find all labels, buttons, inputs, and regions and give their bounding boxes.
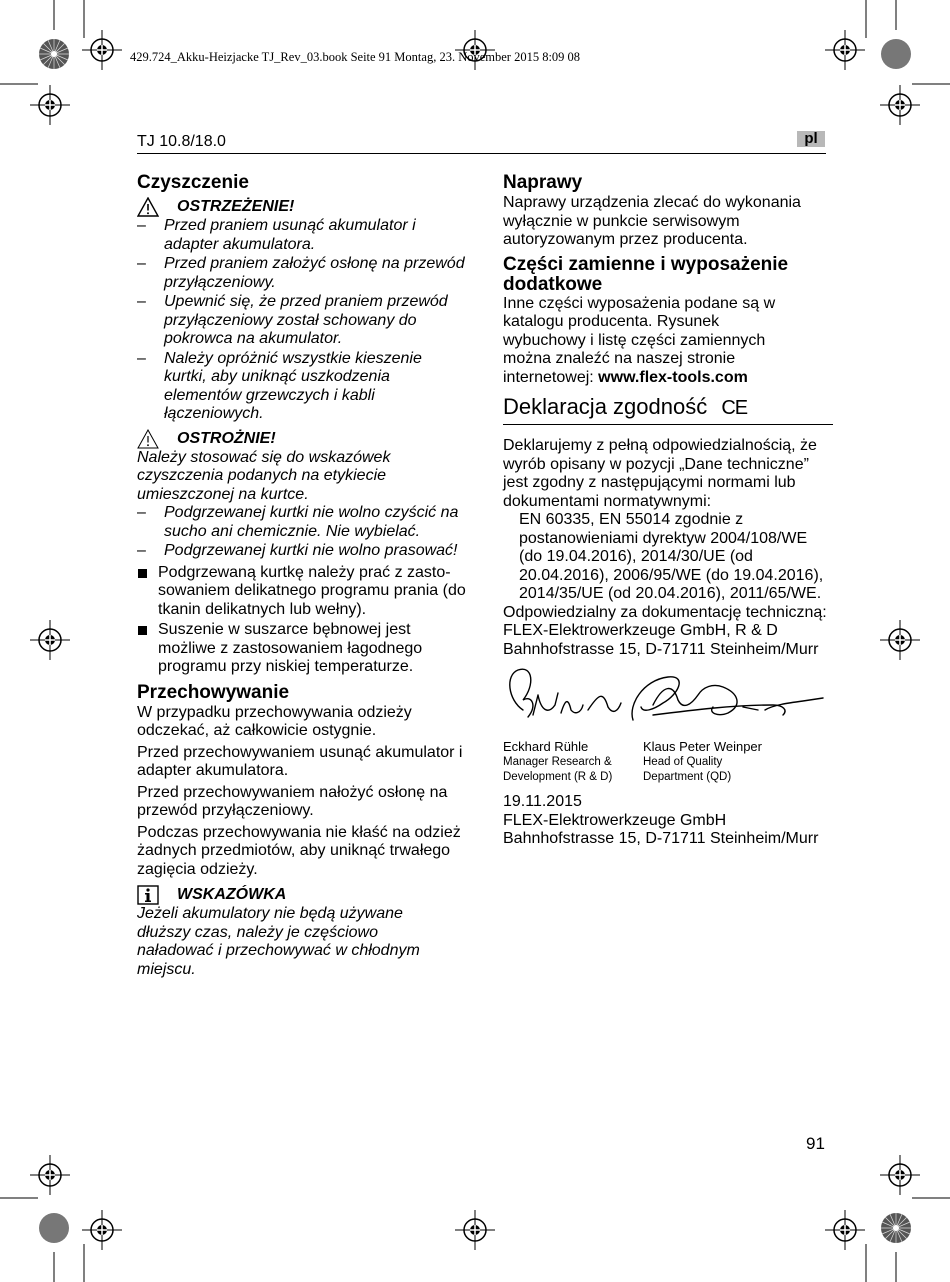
note-text: Jeżeli akumulatory nie będą używane dłuższy czas, należy je częściowo naładować i przechowywać w chłodnym miejscu.: [137, 905, 420, 978]
declaration-date: 19.11.2015: [503, 793, 582, 810]
square-bullet-icon: [137, 621, 158, 677]
caution-list: [137, 504, 467, 561]
signatory: [503, 739, 643, 785]
declaration-responsible: Odpowiedzialny za dokumentację techniczną:: [503, 603, 827, 621]
header-rule: [137, 153, 826, 154]
warning-heading: [137, 197, 467, 217]
signatory-name: Eckhard Rühle: [503, 739, 589, 754]
bullet-list: [137, 564, 467, 677]
caution-text: Należy stosować się do wskazówek czyszczenia podanych na etykiecie umieszczonej na kurtce.: [137, 448, 391, 503]
note-heading: [137, 885, 467, 905]
declaration-title: Deklaracja zgodność CE: [503, 394, 748, 419]
storage-paragraph: Przed przechowywaniem nałożyć osłonę na przewód przyłączeniowy.: [137, 783, 448, 819]
list-item: – Należy opróżnić wszystkie kieszenie kurtki, aby uniknąć uszkodzenia elementów grzewczych i kabli łączeniowych.: [137, 349, 422, 422]
caution-triangle-icon: [137, 429, 159, 449]
signatory-role: Head of Quality Department (QD): [643, 756, 732, 783]
info-icon: [137, 885, 159, 905]
list-item: Suszenie w suszarce bębnowej jest możliwe z zastosowaniem łagodnego programu przy niskiej temperaturze.: [137, 621, 467, 677]
left-column: [137, 172, 467, 979]
note-label: WSKAZÓWKA: [177, 886, 287, 903]
page-number: 91: [806, 1134, 825, 1153]
cleaning-title: Czyszczenie: [137, 172, 249, 193]
storage-paragraph: Przed przechowywaniem usunąć akumulator i adapter akumulatora.: [137, 743, 463, 779]
signatures: [503, 665, 833, 735]
list-item: – Upewnić się, że przed praniem przewód przyłączeniowy został schowany do pokrowca na akumulator.: [137, 293, 448, 347]
caution-label: OSTROŻNIE!: [177, 429, 276, 447]
ce-mark: CE: [721, 397, 748, 419]
signatory-name: Klaus Peter Weinper: [643, 739, 762, 754]
storage-paragraph: Podczas przechowywania nie kłaść na odzież żadnych przedmiotów, aby uniknąć trwałego zagięcia odzieży.: [137, 823, 461, 878]
storage-paragraph: W przypadku przechowywania odzieży odczekać, aż całkowicie ostygnie.: [137, 703, 412, 739]
declaration-company: FLEX-Elektrowerkzeuge GmbH, R & D: [503, 622, 778, 639]
parts-text: Inne części wyposażenia podane są w katalogu producenta. Rysunek wybuchowy i listę części zamiennych można znaleźć na naszej stronie internetowej: www.flex-tools.com: [503, 294, 776, 386]
list-item: – Przed praniem założyć osłonę na przewód przyłączeniowy.: [137, 255, 465, 291]
repair-text: Naprawy urządzenia zlecać do wykonania wyłącznie w punkcie serwisowym autoryzowanym przez producenta.: [503, 194, 801, 248]
warning-list: [137, 217, 467, 424]
caution-heading: [137, 429, 467, 449]
print-meta-line: 429.724_Akku-Heizjacke TJ_Rev_03.book Seite 91 Montag, 23. November 2015 8:09 08: [130, 50, 581, 64]
warning-triangle-icon: [137, 197, 159, 217]
model-header: TJ 10.8/18.0: [137, 133, 226, 150]
list-item: – Podgrzewanej kurtki nie wolno prasować!: [137, 542, 458, 559]
list-item: – Przed praniem usunąć akumulator i adapter akumulatora.: [137, 217, 416, 253]
footer-address: Bahnhofstrasse 15, D-71711 Steinheim/Murr: [503, 830, 819, 847]
declaration-standards: EN 60335, EN 55014 zgodnie z postanowieniami dyrektyw 2004/108/WE (do 19.04.2016), 2014/30/UE (od 20.04.2016), 2006/95/WE (do 19.04.2016), 2014/35/UE (od 20.04.2016), 2011/65/WE.: [519, 511, 824, 602]
signatories: [503, 739, 833, 785]
repair-title: Naprawy: [503, 172, 583, 193]
list-item: – Podgrzewanej kurtki nie wolno czyścić na sucho ani chemicznie. Nie wybielać.: [137, 504, 459, 540]
declaration-intro: Deklarujemy z pełną odpowiedzialnością, że wyrób opisany w pozycji „Dane techniczne” jest zgodny z następującymi normami lub dokumentami normatywnymi:: [503, 437, 817, 510]
parts-title: Części zamienne i wyposażenie dodatkowe: [503, 253, 789, 295]
footer-company: FLEX-Elektrowerkzeuge GmbH: [503, 811, 727, 829]
website-link[interactable]: www.flex-tools.com: [598, 368, 748, 386]
right-column: [503, 172, 833, 849]
declaration-rule: [503, 424, 833, 425]
language-tab: pl: [797, 131, 825, 147]
signatory: [643, 739, 783, 785]
list-item: Podgrzewaną kurtkę należy prać z zasto-sowaniem delikatnego programu prania (do tkanin delikatnych lub wełny).: [137, 564, 467, 620]
signatory-role: Manager Research & Development (R & D): [503, 756, 613, 783]
square-bullet-icon: [137, 564, 158, 620]
storage-title: Przechowywanie: [137, 681, 290, 703]
declaration-address: Bahnhofstrasse 15, D-71711 Steinheim/Murr: [503, 640, 819, 658]
warning-label: OSTRZEŻENIE!: [177, 198, 295, 215]
